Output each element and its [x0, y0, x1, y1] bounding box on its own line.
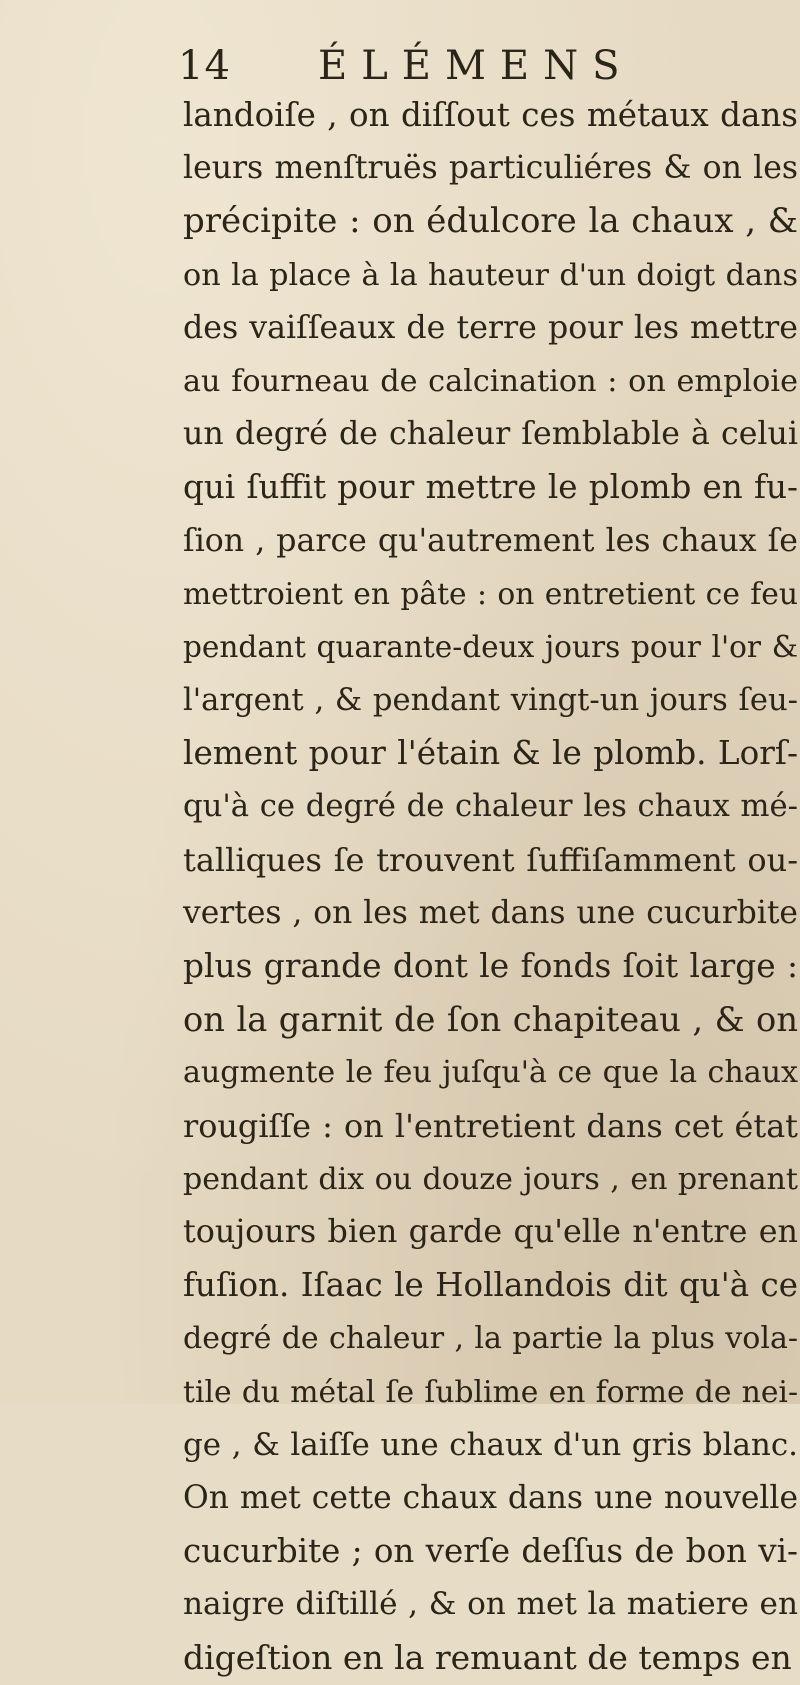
- text-line: vertes , on les met dans une cucurbite: [183, 894, 798, 931]
- body-text: [183, 89, 798, 1685]
- running-head: ÉLÉMENS: [318, 43, 634, 89]
- text-line: on la garnit de ſon chapiteau , & on: [183, 1000, 798, 1040]
- text-line: qu'à ce degré de chaleur les chaux mé-: [183, 789, 798, 825]
- text-line: plus grande dont le fonds ſoit large :: [183, 947, 798, 985]
- text-line: un degré de chaleur ſemblable à celui: [183, 416, 798, 453]
- text-line: degré de chaleur , la partie la plus vola-: [183, 1321, 798, 1357]
- text-line: ge , & laiſſe une chaux d'un gris blanc.: [183, 1426, 798, 1463]
- text-line: digeſtion en la remuant de temps en: [183, 1638, 792, 1678]
- text-line: tile du métal ſe ſublime en forme de nei-: [183, 1374, 798, 1410]
- page-number: 14: [178, 43, 231, 89]
- text-line: ſion , parce qu'autrement les chaux ſe: [183, 522, 798, 559]
- text-line: qui ſuffit pour mettre le plomb en fu-: [183, 468, 798, 507]
- text-line: lement pour l'étain & le plomb. Lorſ-: [183, 734, 798, 773]
- text-line: mettroient en pâte : on entretient ce feu: [183, 576, 798, 612]
- text-line: des vaiſſeaux de terre pour les mettre: [183, 309, 798, 346]
- text-line: naigre diſtillé , & on met la matiere en: [183, 1586, 798, 1623]
- text-line: pendant quarante-deux jours pour l'or &: [183, 629, 798, 664]
- text-line: augmente le feu juſqu'à ce que la chaux: [183, 1055, 798, 1091]
- text-line: leurs menſtruës particuliéres & on les: [183, 150, 798, 187]
- text-line: talliques ſe trouvent ſuffiſamment ou-: [183, 840, 798, 879]
- text-line: rougiſſe : on l'entretient dans cet état: [183, 1106, 798, 1145]
- text-line: au fourneau de calcination : on emploie: [183, 363, 798, 399]
- text-line: toujours bien garde qu'elle n'entre en: [183, 1213, 798, 1250]
- text-line: landoiſe , on diſſout ces métaux dans: [183, 96, 798, 134]
- text-line: l'argent , & pendant vingt-un jours ſeu-: [183, 683, 798, 719]
- text-line: on la place à la hauteur d'un doigt dans: [183, 257, 798, 293]
- text-line: fuſion. Iſaac le Hollandois dit qu'à ce: [183, 1266, 798, 1305]
- text-line: cucurbite ; on verſe deſſus de bon vi-: [183, 1532, 798, 1571]
- text-line: pendant dix ou douze jours , en prenant: [183, 1161, 798, 1197]
- text-line: précipite : on édulcore la chaux , &: [183, 201, 798, 242]
- text-line: On met cette chaux dans une nouvelle: [183, 1479, 798, 1516]
